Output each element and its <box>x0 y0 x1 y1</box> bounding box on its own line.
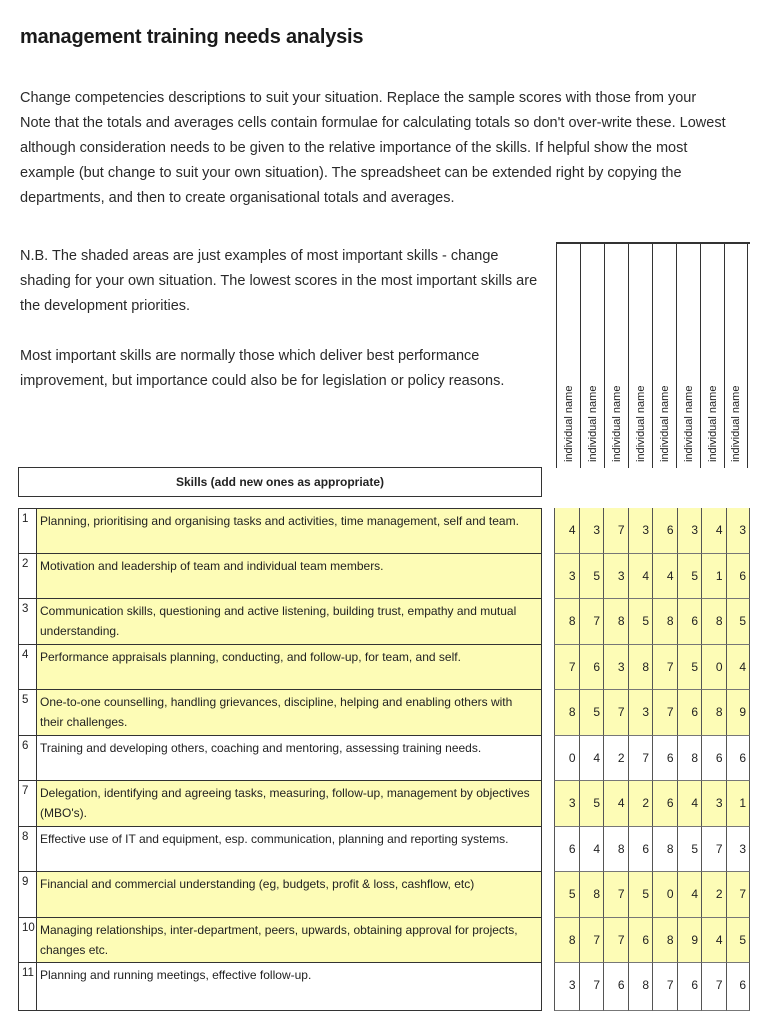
skill-number: 9 <box>19 872 37 917</box>
skill-description[interactable]: Communication skills, questioning and active listening, building trust, empathy and mutual understanding. <box>37 599 541 644</box>
score-group <box>554 645 750 691</box>
score-cell[interactable]: 8 <box>701 690 726 736</box>
skill-number: 11 <box>19 963 37 1010</box>
score-cell[interactable]: 6 <box>652 508 677 554</box>
individual-name-column[interactable] <box>700 244 724 468</box>
score-cell[interactable]: 8 <box>677 736 702 782</box>
score-cell[interactable]: 7 <box>603 872 628 918</box>
skill-description[interactable]: Delegation, identifying and agreeing tasks, measuring, follow-up, management by objectives (MBO's). <box>37 781 541 826</box>
individual-name-label: individual name <box>730 385 742 462</box>
score-cell[interactable]: 4 <box>677 781 702 827</box>
score-cell[interactable]: 6 <box>726 736 751 782</box>
score-cell[interactable]: 5 <box>677 827 702 873</box>
skill-description[interactable]: Managing relationships, inter-department, peers, upwards, obtaining approval for projects, changes etc. <box>37 918 541 963</box>
table-row <box>18 599 752 645</box>
skill-description[interactable]: Financial and commercial understanding (eg, budgets, profit & loss, cashflow, etc) <box>37 872 541 917</box>
score-cell[interactable]: 5 <box>579 554 604 600</box>
table-row <box>18 645 752 691</box>
individual-name-column[interactable] <box>604 244 628 468</box>
skill-cell <box>18 645 542 691</box>
intro-line: Note that the totals and averages cells contain formulae for calculating totals so don't over-write these. Lowest <box>20 115 726 131</box>
score-cell[interactable]: 7 <box>579 963 604 1011</box>
score-cell[interactable]: 3 <box>603 645 628 691</box>
score-cell[interactable]: 3 <box>677 508 702 554</box>
score-cell[interactable]: 2 <box>701 872 726 918</box>
individual-name-header <box>556 242 750 468</box>
individual-name-label: individual name <box>706 385 719 462</box>
skill-description[interactable]: Performance appraisals planning, conducting, and follow-up, for team, and self. <box>37 645 541 690</box>
skill-number: 5 <box>19 690 37 735</box>
skill-cell <box>18 918 542 964</box>
score-cell[interactable]: 7 <box>652 645 677 691</box>
score-cell[interactable]: 7 <box>554 645 579 691</box>
score-cell[interactable]: 6 <box>677 963 702 1011</box>
skill-description[interactable]: Planning and running meetings, effective follow-up. <box>40 968 312 982</box>
skill-description[interactable]: Planning, prioritising and organising tasks and activities, time management, self and team. <box>37 509 541 553</box>
score-group <box>554 872 750 918</box>
skills-table <box>18 508 752 1011</box>
skill-description[interactable]: Motivation and leadership of team and individual team members. <box>37 554 541 599</box>
score-cell[interactable]: 4 <box>554 508 579 554</box>
skill-cell <box>18 872 542 918</box>
score-cell[interactable]: 5 <box>554 872 579 918</box>
score-cell[interactable]: 4 <box>628 554 653 600</box>
table-row <box>18 963 752 1011</box>
skill-number: 6 <box>19 736 37 781</box>
score-cell[interactable]: 7 <box>701 963 726 1011</box>
score-cell[interactable]: 0 <box>652 872 677 918</box>
score-cell[interactable]: 8 <box>628 963 653 1011</box>
score-cell[interactable]: 5 <box>628 872 653 918</box>
importance-note: Most important skills are normally those which deliver best performance improvement, but importance could also be for legislation or policy reasons. <box>20 348 505 389</box>
table-row <box>18 736 752 782</box>
skill-cell <box>18 508 542 554</box>
score-cell[interactable]: 6 <box>677 690 702 736</box>
score-cell[interactable]: 5 <box>677 645 702 691</box>
score-cell[interactable]: 6 <box>652 736 677 782</box>
skill-number: 10 <box>19 918 37 963</box>
individual-name-column[interactable] <box>580 244 604 468</box>
score-cell[interactable]: 3 <box>579 508 604 554</box>
intro-line: although consideration needs to be given to the relative importance of the skills. If helpful show the most <box>20 140 688 156</box>
table-row <box>18 690 752 736</box>
score-cell[interactable]: 6 <box>677 599 702 645</box>
score-cell[interactable]: 9 <box>677 918 702 964</box>
score-cell[interactable]: 7 <box>652 690 677 736</box>
score-cell[interactable]: 3 <box>554 781 579 827</box>
individual-name-column[interactable] <box>724 244 748 468</box>
individual-name-label: individual name <box>682 385 695 462</box>
score-cell[interactable]: 4 <box>579 736 604 782</box>
score-cell[interactable]: 3 <box>628 508 653 554</box>
score-group <box>554 827 750 873</box>
score-cell[interactable]: 8 <box>652 827 677 873</box>
score-cell[interactable]: 6 <box>579 645 604 691</box>
score-cell[interactable]: 2 <box>603 736 628 782</box>
individual-name-column[interactable] <box>556 244 580 468</box>
score-cell[interactable]: 5 <box>579 690 604 736</box>
shading-note: N.B. The shaded areas are just examples of most important skills - change shading for your own situation. The lowest scores in the most important skills are the development priorities. <box>20 248 538 314</box>
individual-name-column[interactable] <box>676 244 700 468</box>
score-cell[interactable]: 7 <box>603 508 628 554</box>
intro-line: example (but change to suit your own situation). The spreadsheet can be extended right by copying the <box>20 165 682 181</box>
score-cell[interactable]: 6 <box>726 963 751 1011</box>
score-cell[interactable]: 5 <box>628 599 653 645</box>
skill-cell <box>18 690 542 736</box>
score-group <box>554 554 750 600</box>
score-cell[interactable]: 8 <box>628 645 653 691</box>
skill-description[interactable]: One-to-one counselling, handling grievances, discipline, helping and enabling others with their challenges. <box>37 690 541 735</box>
score-cell[interactable]: 8 <box>701 599 726 645</box>
score-cell[interactable]: 1 <box>701 554 726 600</box>
score-cell[interactable]: 3 <box>603 554 628 600</box>
skill-cell <box>18 827 542 873</box>
score-cell[interactable]: 7 <box>726 872 751 918</box>
score-cell[interactable]: 5 <box>677 554 702 600</box>
score-cell[interactable]: 6 <box>628 918 653 964</box>
score-group <box>554 736 750 782</box>
intro-line: departments, and then to create organisational totals and averages. <box>20 190 455 206</box>
table-row <box>18 872 752 918</box>
score-cell[interactable]: 6 <box>701 736 726 782</box>
score-cell[interactable]: 0 <box>701 645 726 691</box>
skill-cell <box>18 599 542 645</box>
score-cell[interactable]: 3 <box>726 508 751 554</box>
score-cell[interactable]: 1 <box>726 781 751 827</box>
skill-number: 1 <box>19 509 37 553</box>
score-group <box>554 781 750 827</box>
score-cell[interactable]: 6 <box>554 827 579 873</box>
score-cell[interactable]: 3 <box>726 827 751 873</box>
table-row <box>18 918 752 964</box>
score-cell[interactable]: 8 <box>652 918 677 964</box>
table-row <box>18 508 752 554</box>
score-cell[interactable]: 7 <box>603 918 628 964</box>
score-cell[interactable]: 7 <box>579 599 604 645</box>
score-cell[interactable]: 4 <box>652 554 677 600</box>
skill-cell <box>18 736 542 782</box>
individual-name-label: individual name <box>562 385 575 462</box>
table-row <box>18 827 752 873</box>
individual-name-label: individual name <box>610 385 623 462</box>
score-cell[interactable]: 4 <box>701 508 726 554</box>
score-cell[interactable]: 4 <box>677 872 702 918</box>
score-cell[interactable]: 5 <box>726 599 751 645</box>
intro-line: Change competencies descriptions to suit your situation. Replace the sample scores with those from your <box>20 90 697 106</box>
score-group <box>554 599 750 645</box>
individual-name-label: individual name <box>586 385 599 462</box>
score-cell[interactable]: 5 <box>579 781 604 827</box>
score-cell[interactable]: 3 <box>554 963 579 1011</box>
score-cell[interactable]: 8 <box>579 872 604 918</box>
skill-cell <box>18 554 542 600</box>
score-cell[interactable]: 6 <box>726 554 751 600</box>
skill-number: 7 <box>19 781 37 826</box>
score-cell[interactable]: 7 <box>652 963 677 1011</box>
score-cell[interactable]: 6 <box>603 963 628 1011</box>
skill-cell <box>18 781 542 827</box>
score-cell[interactable]: 6 <box>652 781 677 827</box>
skill-cell <box>18 963 542 1011</box>
table-row <box>18 781 752 827</box>
score-cell[interactable]: 8 <box>554 918 579 964</box>
table-row <box>18 554 752 600</box>
score-cell[interactable]: 5 <box>726 918 751 964</box>
score-cell[interactable]: 6 <box>628 827 653 873</box>
score-group <box>554 963 750 1011</box>
skill-number: 4 <box>19 645 37 690</box>
score-cell[interactable]: 9 <box>726 690 751 736</box>
score-group <box>554 918 750 964</box>
score-cell[interactable]: 7 <box>701 827 726 873</box>
score-group <box>554 508 750 554</box>
skills-column-header: Skills (add new ones as appropriate) <box>18 467 542 497</box>
score-cell[interactable]: 3 <box>701 781 726 827</box>
score-cell[interactable]: 4 <box>726 645 751 691</box>
individual-name-label: individual name <box>658 385 671 462</box>
score-cell[interactable]: 7 <box>579 918 604 964</box>
score-cell[interactable]: 8 <box>603 599 628 645</box>
score-cell[interactable]: 8 <box>603 827 628 873</box>
skill-description[interactable]: Effective use of IT and equipment, esp. communication, planning and reporting systems. <box>40 831 509 846</box>
score-group <box>554 690 750 736</box>
individual-name-column[interactable] <box>628 244 652 468</box>
skill-number: 8 <box>19 827 37 872</box>
individual-name-column[interactable] <box>652 244 676 468</box>
skill-description[interactable]: Training and developing others, coaching and mentoring, assessing training needs. <box>40 740 482 755</box>
page-title: management training needs analysis <box>20 26 364 48</box>
score-cell[interactable]: 0 <box>554 736 579 782</box>
skill-number: 3 <box>19 599 37 644</box>
score-cell[interactable]: 8 <box>652 599 677 645</box>
score-cell[interactable]: 3 <box>554 554 579 600</box>
score-cell[interactable]: 4 <box>701 918 726 964</box>
score-cell[interactable]: 4 <box>603 781 628 827</box>
score-cell[interactable]: 4 <box>579 827 604 873</box>
score-cell[interactable]: 7 <box>628 736 653 782</box>
score-cell[interactable]: 8 <box>554 690 579 736</box>
score-cell[interactable]: 7 <box>603 690 628 736</box>
score-cell[interactable]: 3 <box>628 690 653 736</box>
intro-paragraph <box>20 86 768 211</box>
individual-name-label: individual name <box>634 385 647 462</box>
skill-number: 2 <box>19 554 37 599</box>
score-cell[interactable]: 8 <box>554 599 579 645</box>
score-cell[interactable]: 2 <box>628 781 653 827</box>
